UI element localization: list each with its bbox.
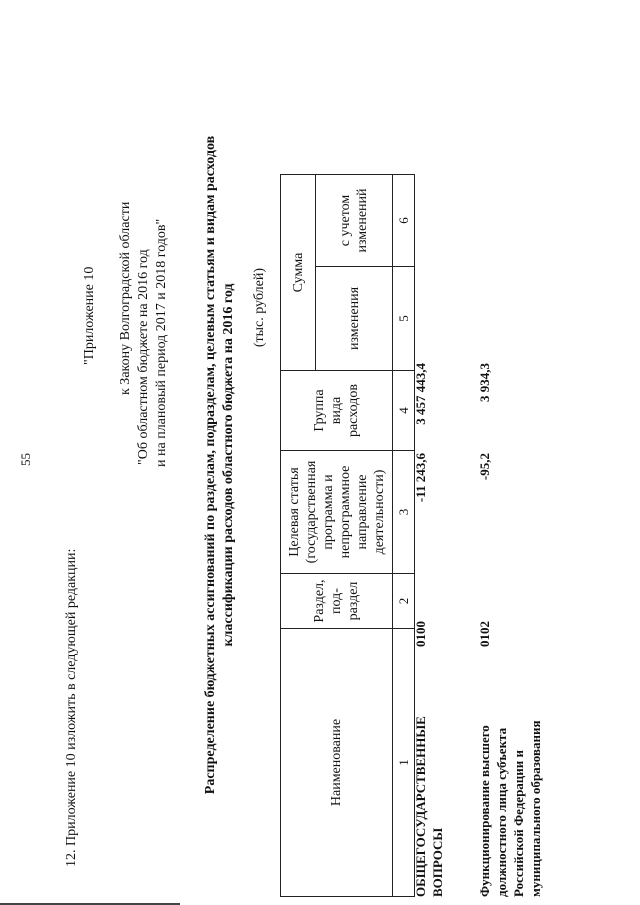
column-number: 5 (393, 267, 415, 371)
row-name: Функционирование высшего должностного лица субъекта Российской Федерации и муниципального образования (477, 720, 543, 897)
header-expense-group: Группа вида расходов (281, 371, 393, 451)
header-name: Наименование (281, 629, 393, 897)
units-label: (тыс. рублей) (252, 268, 267, 348)
row-total: 3 457 443,4 (413, 363, 428, 425)
header-with-changes: с учетом изменений (316, 175, 393, 267)
column-number: 6 (393, 175, 415, 267)
header-target-article: Целевая статья (государственная программа и непрограммное направление деятельности) (281, 451, 393, 574)
appendix-title: "Приложение 10 (82, 266, 97, 365)
intro-text: 12. Приложение 10 изложить в следующей редакции: (64, 548, 79, 867)
row-change: -11 243,6 (413, 453, 428, 503)
budget-table (280, 174, 415, 897)
row-change: -95,2 (477, 453, 492, 481)
page-number: 55 (18, 453, 33, 466)
header-section: Раздел, под- раздел (281, 574, 393, 629)
row-name: ОБЩЕГОСУДАРСТВЕННЫЕ ВОПРОСЫ (413, 716, 445, 897)
row-total: 3 934,3 (477, 363, 492, 402)
document-title-line: Распределение бюджетных ассигнований по разделам, подразделам, целевым статьям и видам расходов (203, 135, 218, 795)
header-amount: Сумма (281, 175, 316, 371)
header-changes: изменения (316, 267, 393, 371)
appendix-law-line: к Закону Волгоградской области (118, 201, 133, 395)
document-title-line: классификации расходов областного бюджета на 2016 год (221, 283, 236, 647)
document-title (202, 120, 238, 810)
column-number: 2 (393, 574, 415, 629)
column-number: 1 (393, 629, 415, 897)
appendix-law-line: "Об областном бюджете на 2016 год (136, 249, 151, 465)
row-section-code: 0100 (413, 621, 428, 647)
appendix-law-line: и на плановый период 2017 и 2018 годов" (154, 218, 169, 467)
row-section-code: 0102 (477, 621, 492, 647)
column-number: 3 (393, 451, 415, 574)
column-number: 4 (393, 371, 415, 451)
